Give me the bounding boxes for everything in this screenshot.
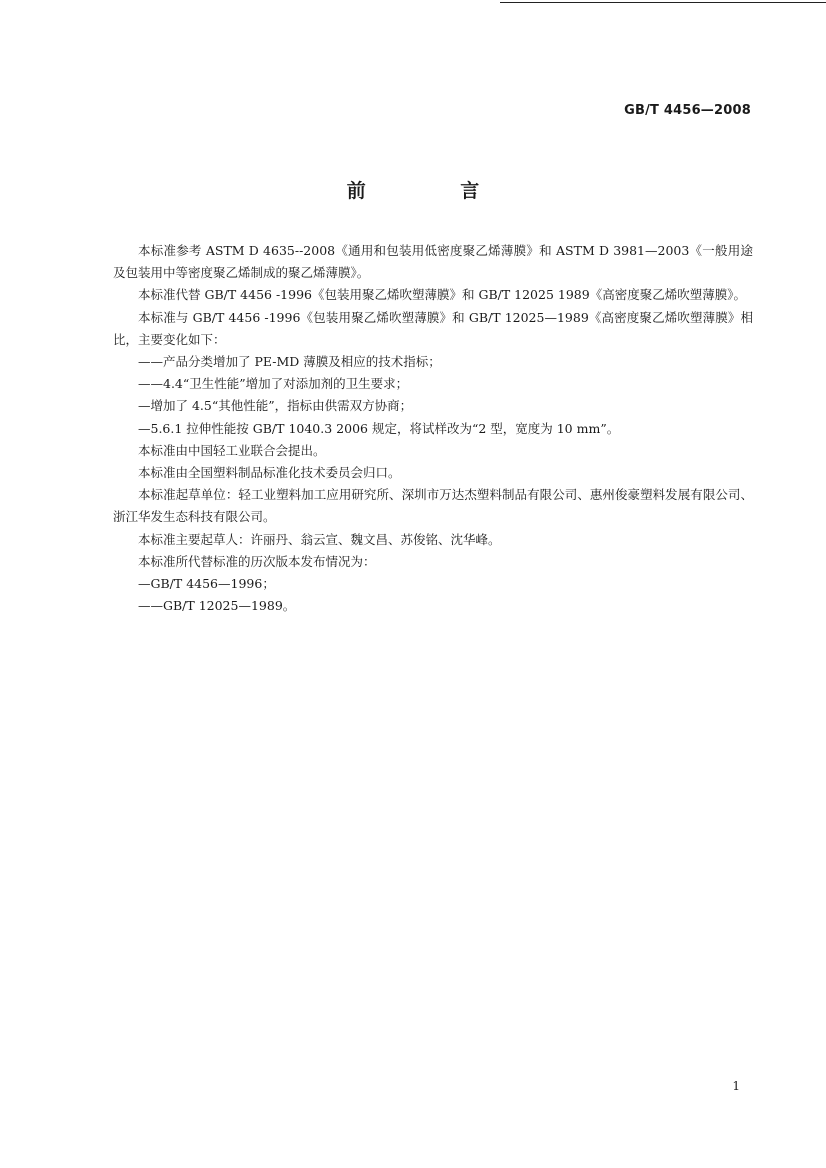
paragraph-changes-intro: 本标准与 GB/T 4456 -1996《包装用聚乙烯吹塑薄膜》和 GB/T 12025—1989《高密度聚乙烯吹塑薄膜》相比，主要变化如下： <box>113 309 753 347</box>
paragraph-drafting-units: 本标准起草单位：轻工业塑料加工应用研究所、深圳市万达杰塑料制品有限公司、惠州俊豪塑料发展有限公司、浙江华发生态科技有限公司。 <box>113 487 753 525</box>
standard-code: GB/T 4456—2008 <box>624 103 751 118</box>
top-rule <box>500 2 826 3</box>
list-item-history-2: ——GB/T 12025—1989。 <box>138 598 296 614</box>
page-number: 1 <box>732 1079 740 1093</box>
page-title: 前 言 <box>346 180 524 202</box>
list-item-change-2: ——4.4“卫生性能”增加了对添加剂的卫生要求； <box>138 376 409 392</box>
paragraph-drafters: 本标准主要起草人：许丽丹、翁云宣、魏文昌、苏俊铭、沈华峰。 <box>138 531 501 547</box>
list-item-change-3: —增加了 4.5“其他性能”，指标由供需双方协商； <box>138 398 413 414</box>
list-item-history-1: —GB/T 4456—1996； <box>138 576 275 592</box>
paragraph-reference: 本标准参考 ASTM D 4635--2008《通用和包装用低密度聚乙烯薄膜》和 ASTM D 3981—2003《一般用途及包装用中等密度聚乙烯制成的聚乙烯薄膜》。 <box>113 243 753 281</box>
list-item-change-1: ——产品分类增加了 PE-MD 薄膜及相应的技术指标； <box>138 354 441 370</box>
foreword-body <box>113 240 753 617</box>
paragraph-history-intro: 本标准所代替标准的历次版本发布情况为： <box>138 553 376 569</box>
list-item-change-4: —5.6.1 拉伸性能按 GB/T 1040.3 2006 规定，将试样改为“2 型，宽度为 10 mm”。 <box>138 420 620 436</box>
paragraph-committee: 本标准由全国塑料制品标准化技术委员会归口。 <box>138 465 401 481</box>
paragraph-replaces: 本标准代替 GB/T 4456 -1996《包装用聚乙烯吹塑薄膜》和 GB/T 12025 1989《高密度聚乙烯吹塑薄膜》。 <box>138 287 746 303</box>
paragraph-proposer: 本标准由中国轻工业联合会提出。 <box>138 442 326 458</box>
